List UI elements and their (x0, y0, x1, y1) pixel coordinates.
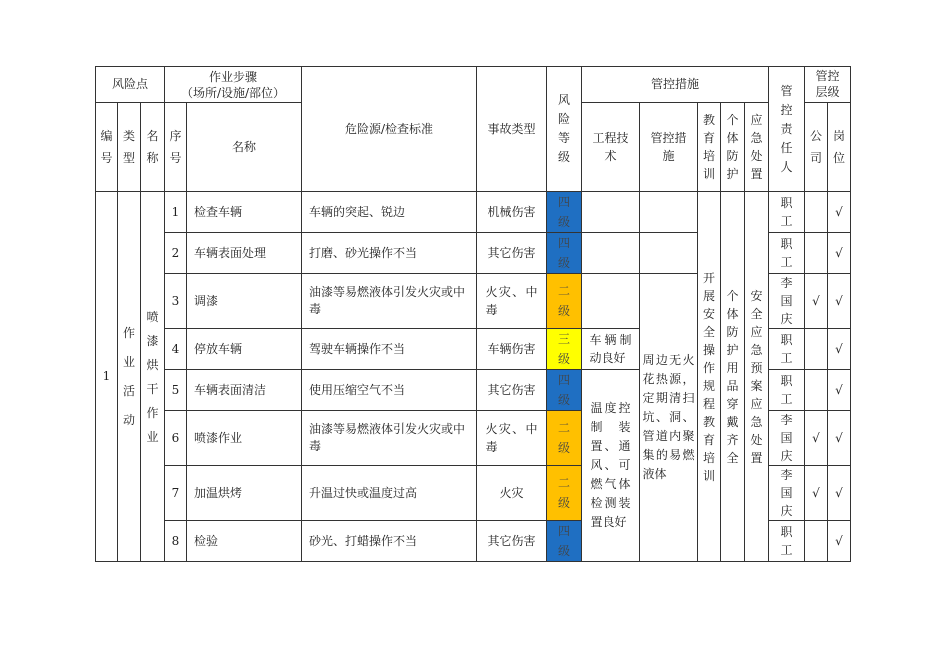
row-person: 李国庆 (769, 466, 805, 521)
row-post: √ (828, 411, 851, 466)
risk-level-badge: 二级 (547, 411, 582, 466)
row-hazard: 车辆的突起、锐边 (302, 192, 477, 233)
header-post: 岗位 (828, 103, 851, 192)
risk-level-badge: 三级 (547, 329, 582, 370)
row-company (805, 329, 828, 370)
row-step-name: 车辆表面清洁 (187, 370, 302, 411)
row-post: √ (828, 192, 851, 233)
group-emergency: 安全应急预案应急处置 (745, 192, 769, 562)
row-company (805, 192, 828, 233)
header-ppe: 个体防护 (721, 103, 745, 192)
row-management (640, 233, 698, 274)
row-person: 职工 (769, 233, 805, 274)
header-education: 教育培训 (698, 103, 721, 192)
row-accident: 火灾、中毒 (477, 411, 547, 466)
row-post: √ (828, 521, 851, 562)
row-person: 职工 (769, 521, 805, 562)
header-step-name: 名称 (187, 103, 302, 192)
risk-level-badge: 四级 (547, 192, 582, 233)
header-seq: 序号 (165, 103, 187, 192)
table-row (96, 192, 851, 233)
row-person: 职工 (769, 192, 805, 233)
row-company (805, 370, 828, 411)
row-hazard: 油漆等易燃液体引发火灾或中毒 (302, 411, 477, 466)
row-seq: 4 (165, 329, 187, 370)
row-seq: 3 (165, 274, 187, 329)
header-emergency: 应急处置 (745, 103, 769, 192)
row-engineering (582, 274, 640, 329)
risk-table (95, 66, 851, 562)
row-post: √ (828, 329, 851, 370)
group-ppe: 个体防护用品穿戴齐全 (721, 192, 745, 562)
row-company (805, 521, 828, 562)
row-company: √ (805, 466, 828, 521)
row-person: 职工 (769, 329, 805, 370)
row-step-name: 调漆 (187, 274, 302, 329)
header-control-tier: 管控层级 (805, 67, 851, 103)
group-education: 开展安全操作规程教育培训 (698, 192, 721, 562)
row-engineering: 车辆制动良好 (582, 329, 640, 370)
row-hazard: 升温过快或温度过高 (302, 466, 477, 521)
header-risk-level: 风险等级 (547, 67, 582, 192)
header-work-step: 作业步骤 （场所/设施/部位） (165, 67, 302, 103)
row-step-name: 车辆表面处理 (187, 233, 302, 274)
row-hazard: 使用压缩空气不当 (302, 370, 477, 411)
group-management: 周边无火花热源，定期清扫坑、洞、管道内聚集的易燃液体 (640, 274, 698, 562)
header-management: 管控措施 (640, 103, 698, 192)
row-person: 李国庆 (769, 274, 805, 329)
header-hazard: 危险源/检查标准 (302, 67, 477, 192)
row-seq: 5 (165, 370, 187, 411)
row-seq: 1 (165, 192, 187, 233)
header-control-measures: 管控措施 (582, 67, 769, 103)
risk-level-badge: 四级 (547, 521, 582, 562)
row-step-name: 停放车辆 (187, 329, 302, 370)
row-accident: 车辆伤害 (477, 329, 547, 370)
row-person: 李国庆 (769, 411, 805, 466)
row-post: √ (828, 466, 851, 521)
row-engineering (582, 233, 640, 274)
row-seq: 2 (165, 233, 187, 274)
row-accident: 其它伤害 (477, 521, 547, 562)
row-hazard: 油漆等易燃液体引发火灾或中毒 (302, 274, 477, 329)
header-name: 名称 (141, 103, 165, 192)
header-company: 公司 (805, 103, 828, 192)
header-no: 编号 (96, 103, 118, 192)
row-engineering (582, 192, 640, 233)
header-risk-point: 风险点 (96, 67, 165, 103)
row-hazard: 砂光、打蜡操作不当 (302, 521, 477, 562)
row-person: 职工 (769, 370, 805, 411)
group-type: 作业活动 (118, 192, 141, 562)
row-company (805, 233, 828, 274)
risk-control-sheet (95, 66, 851, 562)
row-post: √ (828, 274, 851, 329)
row-accident: 机械伤害 (477, 192, 547, 233)
row-company: √ (805, 274, 828, 329)
header-engineering: 工程技术 (582, 103, 640, 192)
row-company: √ (805, 411, 828, 466)
header-accident-type: 事故类型 (477, 67, 547, 192)
risk-level-badge: 四级 (547, 370, 582, 411)
risk-level-badge: 二级 (547, 466, 582, 521)
group-engineering: 温度控制装置、通风、可燃气体检测装置良好 (582, 370, 640, 562)
row-accident: 其它伤害 (477, 370, 547, 411)
header-control-person: 管控责任人 (769, 67, 805, 192)
row-seq: 6 (165, 411, 187, 466)
row-step-name: 检查车辆 (187, 192, 302, 233)
row-hazard: 驾驶车辆操作不当 (302, 329, 477, 370)
row-seq: 8 (165, 521, 187, 562)
row-accident: 火灾、中毒 (477, 274, 547, 329)
header-type: 类型 (118, 103, 141, 192)
row-accident: 其它伤害 (477, 233, 547, 274)
row-step-name: 检验 (187, 521, 302, 562)
row-hazard: 打磨、砂光操作不当 (302, 233, 477, 274)
risk-level-badge: 二级 (547, 274, 582, 329)
row-post: √ (828, 233, 851, 274)
row-step-name: 加温烘烤 (187, 466, 302, 521)
row-step-name: 喷漆作业 (187, 411, 302, 466)
row-management (640, 192, 698, 233)
row-post: √ (828, 370, 851, 411)
group-name: 喷漆烘干作业 (141, 192, 165, 562)
row-accident: 火灾 (477, 466, 547, 521)
row-seq: 7 (165, 466, 187, 521)
risk-level-badge: 四级 (547, 233, 582, 274)
group-no: 1 (96, 192, 118, 562)
